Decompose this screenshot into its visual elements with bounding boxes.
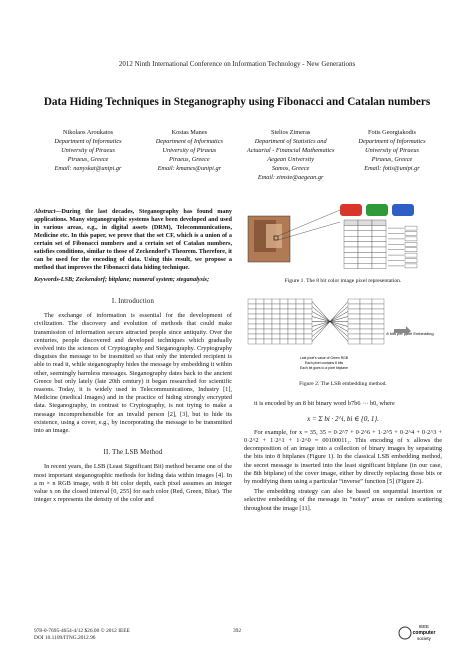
section-heading-lsb: II. The LSB Method (103, 449, 163, 457)
author-affiliation: Department of Statistics and (254, 138, 327, 145)
author-email: Email: nanyskat@unipi.gr (54, 165, 122, 172)
bit-cell (358, 258, 372, 263)
grid-cell (264, 324, 272, 329)
grid-cell (256, 319, 264, 324)
author-name: Fotis Georgiakodis (367, 129, 416, 136)
grid-cell (296, 334, 304, 339)
grid-cell (256, 304, 264, 309)
grid-cell (360, 329, 372, 334)
bitplane-box (405, 248, 417, 252)
grid-cell (288, 319, 296, 324)
embedding-lines (312, 302, 348, 342)
grid-cell (272, 339, 280, 344)
grid-cell (288, 334, 296, 339)
grid-cell (272, 309, 280, 314)
grid-cell (360, 314, 372, 319)
bit-cell (372, 225, 386, 230)
author-email: Email: fotis@unipi.gr (364, 165, 420, 172)
equation-text: x = Σ bi · 2^i, bi ∈ {0, 1}. (307, 414, 379, 423)
grid-cell (280, 299, 288, 304)
grid-cell (296, 319, 304, 324)
grid-cell (272, 304, 280, 309)
logo-text: society (417, 636, 431, 641)
grid-cell (280, 324, 288, 329)
grid-cell (296, 304, 304, 309)
abstract-label: Abstract (34, 208, 56, 215)
grid-cell (304, 334, 312, 339)
author-4 (344, 128, 440, 182)
conference-header: 2012 Ninth International Conference on Information Technology - New Generations (118, 60, 356, 68)
grid-cell (360, 299, 372, 304)
grid-cell (248, 324, 256, 329)
grid-cell (272, 334, 280, 339)
figure-1 (244, 202, 442, 274)
bit-cell (344, 258, 358, 263)
grid-cell (248, 304, 256, 309)
grid-cell (296, 314, 304, 319)
grid-cell (304, 314, 312, 319)
author-affiliation: Department of Informatics (54, 138, 122, 145)
grid-cell (264, 329, 272, 334)
figure-1-caption: Figure 1. The 8 bit color image pixel representation. (284, 278, 402, 284)
bitplane-box (405, 237, 417, 241)
grid-cell (348, 324, 360, 329)
author-email: Email: kmanes@unipi.gr (157, 165, 222, 172)
bit-cell (344, 225, 358, 230)
bit-cell (358, 225, 372, 230)
bit-cell (372, 258, 386, 263)
grid-cell (248, 314, 256, 319)
grid-cell (272, 324, 280, 329)
grid-cell (348, 299, 360, 304)
keywords (34, 276, 232, 284)
bitplane-table (344, 220, 386, 269)
grid-cell (296, 329, 304, 334)
author-affiliation: Actuarial - Financial Mathematics (246, 147, 335, 154)
author-3 (243, 128, 339, 182)
figure-2-note: Each pixel contains 8 bits (304, 361, 344, 366)
grid-cell (372, 309, 384, 314)
bitplane-box (405, 226, 417, 230)
doi-line: DOI 10.1109/ITNG.2012.96 (34, 635, 96, 641)
author-block (40, 128, 440, 182)
grid-cell (280, 309, 288, 314)
grid-cell (280, 334, 288, 339)
grid-cell (372, 324, 384, 329)
author-affiliation: Piraeus, Greece (168, 156, 210, 163)
grid-cell (296, 299, 304, 304)
abstract (34, 208, 232, 272)
bit-cell (358, 252, 372, 257)
grid-cell (372, 314, 384, 319)
author-affiliation: Department of Informatics (155, 138, 223, 145)
grid-cell (288, 314, 296, 319)
bit-cell (344, 220, 358, 225)
grid-cell (372, 304, 384, 309)
embedding-side-label: 8 bits per pixel Embedding (386, 331, 434, 337)
grid-cell (288, 329, 296, 334)
figure-2-graphic (244, 295, 442, 377)
bit-cell (358, 247, 372, 252)
bit-cell (372, 242, 386, 247)
bit-cell (358, 220, 372, 225)
bit-cell (372, 220, 386, 225)
grid-cell (256, 299, 264, 304)
grid-cell (248, 329, 256, 334)
grid-cell (264, 319, 272, 324)
bit-cell (358, 242, 372, 247)
figure-1-graphic (244, 202, 442, 274)
bit-cell (358, 236, 372, 241)
author-affiliation: Department of Informatics (358, 138, 426, 145)
grid-cell (296, 339, 304, 344)
author-affiliation: University of Piraeus (365, 147, 419, 154)
grid-cell (348, 304, 360, 309)
grid-cell (264, 304, 272, 309)
bitplane-box (405, 264, 417, 268)
section-heading-introduction: I. Introduction (111, 298, 155, 305)
grid-cell (248, 309, 256, 314)
grid-cell (256, 324, 264, 329)
author-email: Email: zimste@aegean.gr (257, 174, 324, 181)
isbn-line: 978-0-7695-4654-4/12 $26.00 © 2012 IEEE (34, 628, 130, 634)
logo-text: IEEE (418, 624, 430, 629)
page-number: 392 (232, 628, 242, 634)
grid-cell (272, 329, 280, 334)
grid-cell (248, 334, 256, 339)
author-affiliation: Samos, Greece (271, 165, 310, 172)
bitplane-box (405, 253, 417, 257)
author-name: Nikolaos Aroukatos (62, 129, 114, 136)
grid-cell (304, 339, 312, 344)
grid-cell (288, 309, 296, 314)
grid-cell (348, 319, 360, 324)
bitplane-arrows (388, 226, 417, 268)
author-affiliation: Aegean University (267, 156, 314, 163)
bit-cell (344, 236, 358, 241)
bitplane-box (405, 259, 417, 263)
bit-cell (372, 247, 386, 252)
green-channel-box (366, 204, 388, 216)
grid-cell (280, 329, 288, 334)
grid-cell (280, 339, 288, 344)
grid-cell (360, 334, 372, 339)
grid-cell (348, 309, 360, 314)
grid-cell (256, 309, 264, 314)
grid-cell (272, 299, 280, 304)
grid-cell (304, 299, 312, 304)
grid-cell (296, 309, 304, 314)
grid-cell (264, 314, 272, 319)
grid-cell (372, 334, 384, 339)
grid-cell (280, 314, 288, 319)
author-affiliation: University of Piraeus (61, 147, 115, 154)
author-affiliation: Piraeus, Greece (371, 156, 413, 163)
grid-cell (248, 339, 256, 344)
grid-cell (272, 319, 280, 324)
bit-cell (372, 252, 386, 257)
encoding-paragraph: it is encoded by an 8 bit binary word b7b6 ··· b0, where (254, 400, 395, 408)
grid-cell (256, 329, 264, 334)
author-affiliation: Piraeus, Greece (67, 156, 109, 163)
grid-cell (248, 319, 256, 324)
bitplane-box (405, 242, 417, 246)
grid-cell (360, 324, 372, 329)
figure-2-note: Last pixel's value of Green RGB (299, 356, 349, 361)
keywords-text: -LSB; Zeckendorf; bitplane; numeral system; steganalysis; (58, 276, 210, 283)
figure-2-note: Each bit goes to a pixel bitplane (300, 366, 348, 371)
grid-cell (348, 329, 360, 334)
logo-emblem-icon (399, 627, 411, 639)
grid-cell (272, 314, 280, 319)
grid-cell (256, 339, 264, 344)
grid-cell (256, 334, 264, 339)
author-affiliation: University of Piraeus (162, 147, 217, 154)
introduction-paragraph: The exchange of information is essential for the development of civilization. The discovery and evolution of methods that could make transmission of information secure attracted people since antiquity. Over the centuries, people discovered and developed techniques which gradually evolved into the sciences of Cryptography and Steganography. Cryptography disguises the message to be trasmitted so that only the intended recipient is able to read it, while steganography hides the message by embedding it within other, seemingly harmless messages. Steganography dates back to the ancient Greece but only lately (late 20th century) it began researched for scientific reasons. Today, it is widely used in Telecommunications, Industry [1], Medicine (medical Images) and in the practice of hiding strongly encrypted data. Steganography, in contrast to Cryptography, is not trying to make a message incomprehensible for an invalid person [2], [3], but to hide its existence, using a cover, e.g., by incorporating the message to be transmitted into an image. (34, 312, 232, 435)
author-1 (40, 128, 136, 182)
grid-cell (360, 319, 372, 324)
abstract-text: —During the last decades, Steganography has found many applications. Many steganographic systems have been developed and used in various areas, e.g., in digital assets (DRM), Telecommunications, Medicine etc. In this paper, we prove that the set CF, which is a union of a certain set of Fibonacci numbers and a certain set of Catalan numbers, satisfies conditions, similar to those of Zeckendorf's Theorem. Therefore, it can be used for the encoding of data. Using this result, we propose a method that improves the Fibonacci data hiding technique. (34, 208, 232, 271)
grid-cell (360, 339, 372, 344)
grid-cell (288, 324, 296, 329)
grid-cell (264, 339, 272, 344)
grid-cell (264, 309, 272, 314)
bit-cell (344, 252, 358, 257)
bit-cell (358, 231, 372, 236)
grid-cell (264, 334, 272, 339)
grid-cell (372, 339, 384, 344)
grid-cell (288, 299, 296, 304)
grid-cell (304, 319, 312, 324)
grid-cell (288, 304, 296, 309)
grid-cell (256, 314, 264, 319)
grid-cell (348, 339, 360, 344)
grid-cell (304, 324, 312, 329)
grid-cell (304, 304, 312, 309)
bitplane-box (405, 232, 417, 236)
blue-channel-box (392, 204, 414, 216)
keywords-label: Keywords (34, 276, 59, 283)
author-2 (141, 128, 237, 182)
embedding-paragraph: The embedding strategy can also be based on sequential insertion or selective embedding of the message in “noisy” areas or random scattering throughout the image [11]. (244, 488, 442, 512)
grid-cell (248, 299, 256, 304)
bit-cell (372, 263, 386, 268)
bit-cell (372, 231, 386, 236)
grid-cell (304, 329, 312, 334)
bit-cell (344, 242, 358, 247)
bit-cell (358, 263, 372, 268)
bit-cell (372, 236, 386, 241)
grid-cell (372, 329, 384, 334)
grid-cell (280, 319, 288, 324)
red-channel-box (340, 204, 362, 216)
grid-cell (360, 304, 372, 309)
grid-cell (348, 314, 360, 319)
grid-cell (348, 334, 360, 339)
author-name: Stelios Zimeras (270, 129, 311, 136)
logo-text: computer (412, 630, 436, 636)
author-name: Kostas Manes (171, 129, 208, 136)
grid-cell (372, 319, 384, 324)
left-column (34, 208, 232, 506)
bit-cell (344, 263, 358, 268)
grid-cell (304, 309, 312, 314)
right-column (244, 202, 442, 515)
equation-1 (244, 415, 442, 423)
grid-cell (372, 299, 384, 304)
grid-cell (264, 299, 272, 304)
lsb-paragraph: In recent years, the LSB (Least Significant Bit) method became one of the most important steganographic methods for hiding data within images [4]. In a m × n RGB image, with 8 bit color depth, each pixel assumes an integer value x on the closed interval [0, 255] for each color (Red, Green, Blue). The integer x represents the density of the color and (34, 463, 232, 504)
ieee-computer-society-logo (398, 622, 442, 644)
grid-cell (296, 324, 304, 329)
figure-2 (244, 295, 442, 377)
grid-cell (360, 309, 372, 314)
bit-cell (344, 231, 358, 236)
example-paragraph: For example, for x = 35, 35 = 0·2^7 + 0·2^6 + 1·2^5 + 0·2^4 + 0·2^3 + 0·2^2 + 1·2^1 + 1·2^0 = 00100011₂. This encoding of x allows the decomposition of an image into a collection of binary images by separating the bits into 8 bitplanes (Figure 1). In the classical LSB embedding method, the secret message is inserted into the least significant bitplane (in our case, the 8th bitplane) of the cover image, either by directly replacing those bits or by modifying them using a particular “inverse” function [5] (Figure 2). (244, 428, 442, 486)
grid-cell (288, 339, 296, 344)
grid-cell (280, 304, 288, 309)
paper-title: Data Hiding Techniques in Steganography using Fibonacci and Catalan numbers (43, 96, 431, 108)
bit-cell (344, 247, 358, 252)
figure-2-caption: Figure 2. The LSB embedding method. (299, 381, 387, 388)
